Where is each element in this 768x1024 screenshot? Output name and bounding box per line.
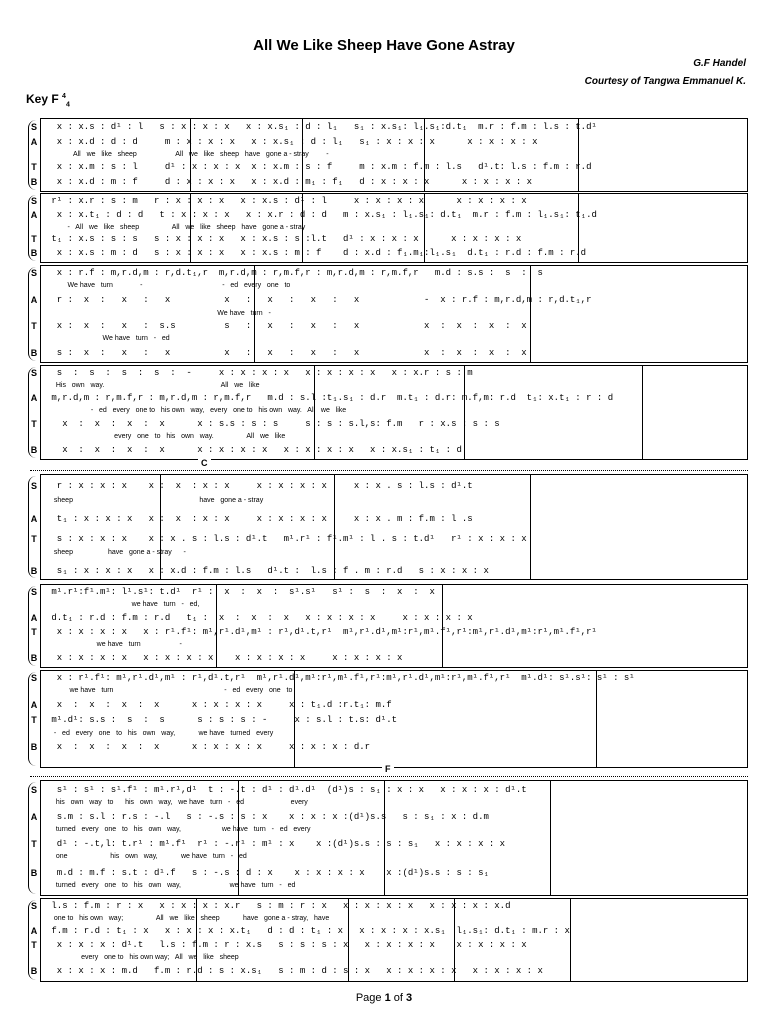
voice-label-s: S — [30, 196, 37, 206]
voice-label-b: B — [30, 566, 38, 576]
soprano-lyrics: His own way. All we like — [50, 382, 260, 389]
voice-label-s: S — [30, 587, 37, 597]
page-middle: of — [390, 992, 407, 1004]
soprano-line: x : x.s : d¹ : l s : x : x : x x : x.s₁ : d : l₁ s₁ : x.s₁: l₁.s₁:d.t₁ m.r : f.m : l.s : t.d¹ — [46, 122, 597, 132]
voice-label-b: B — [30, 248, 38, 258]
section-letter-f: F — [382, 764, 394, 774]
key-label: Key F — [26, 92, 59, 106]
soprano-lyrics: his own way to his own way, we have turn - ed every — [50, 799, 308, 806]
voice-label-b: B — [30, 445, 38, 455]
voice-label-s: S — [30, 785, 37, 795]
score-system-7 — [22, 670, 748, 768]
voice-label-a: A — [30, 613, 38, 623]
key-sup: 4 — [62, 93, 66, 100]
bass-line: x : x : x : m.d f.m : r.d : s : x.s₁ s : m : d : s : x x : x : x : x x : x : x : x — [46, 966, 543, 976]
score-system-3 — [22, 265, 748, 363]
tenor-lyrics: We have turn - ed — [50, 335, 170, 342]
alto-line: t₁ : x : x : x x : x : x : x x : x : x : x x : x . m : f.m : l .s — [46, 514, 473, 524]
soprano-lyrics: one to his own way; All we like sheep have gone a - stray, have — [50, 915, 330, 922]
soprano-line: r : x : x : x x : x : x : x x : x : x : x x : x . s : l.s : d¹.t — [46, 481, 473, 491]
voice-label-a: A — [30, 700, 38, 710]
voice-label-t: T — [31, 627, 37, 637]
voice-label-t: T — [31, 839, 37, 849]
section-letter-c: C — [198, 458, 211, 468]
voice-label-t: T — [31, 534, 37, 544]
voice-label-a: A — [30, 812, 38, 822]
tenor-line: s : x : x : x x : x . s : l.s : d¹.t m¹.r¹ : f¹.m¹ : l . s : t.d¹ r¹ : x : x : x — [46, 534, 527, 544]
tenor-line: x : x : x : s.s s : x : x : x x : x : x : x — [46, 321, 527, 331]
soprano-line: m¹.r¹:f¹.m¹: l¹.s¹: t.d¹ r¹ : x : x : s¹.s¹ s¹ : s : x : x — [46, 587, 435, 597]
alto-lyrics: - ed every one to his own way, every one to his own way. All we like — [50, 407, 347, 414]
courtesy-credit: Courtesy of Tangwa Emmanuel K. — [584, 76, 746, 87]
voice-label-s: S — [30, 481, 37, 491]
alto-lyrics: All we like sheep All we like sheep have gone a - stray - — [50, 151, 329, 158]
voice-label-t: T — [31, 321, 37, 331]
voice-label-b: B — [30, 177, 38, 187]
soprano-lyrics: We have turn - - ed every one to — [50, 282, 291, 289]
voice-label-a: A — [30, 926, 38, 936]
tenor-line: x : x : x : d¹.t l.s : f.m : r : x.s s : s : s : x x : x : x : x x : x : x : x — [46, 940, 527, 950]
voice-label-b: B — [30, 348, 38, 358]
voice-label-a: A — [30, 210, 38, 220]
alto-lyrics: We have turn - — [50, 310, 271, 317]
voice-label-t: T — [31, 419, 37, 429]
page-number: 1 — [384, 992, 391, 1004]
voice-label-a: A — [30, 137, 38, 147]
soprano-line: r¹ : x.r : s : m r : x : x : x x : x.s : d¹ : l x : x : x : x x : x : x : x — [46, 196, 527, 206]
tenor-line: x : x.m : s : l d¹ : x : x : x x : x.m : s : f m : x.m : f.m : l.s d¹.t: l.s : f.m : r.d — [46, 162, 592, 172]
voice-label-s: S — [30, 673, 37, 683]
voice-label-b: B — [30, 653, 38, 663]
page-total: 3 — [406, 992, 413, 1004]
voice-label-b: B — [30, 742, 38, 752]
section-marker-c — [30, 458, 748, 471]
bass-line: x : x : x : x x : x : x : x x : x : x : x x : x : x : x — [46, 653, 403, 663]
alto-line: r : x : x : x x : x : x : x - x : r.f : m,r.d,m : r,d.t₁,r — [46, 295, 592, 305]
composer-name: G.F Handel — [693, 58, 746, 69]
alto-line: x : x : x : x x : x : x : x x : t₁.d :r.t₁: m.f — [46, 700, 392, 710]
score-system-8 — [22, 780, 748, 896]
score-system-1 — [22, 118, 748, 192]
soprano-line: l.s : f.m : r : x x : x : x : x.r s : m : r : x x : x : x : x x : x : x : x.d — [46, 901, 511, 911]
score-system-9 — [22, 898, 748, 982]
tenor-lyrics: one his own way, we have turn - ed — [50, 853, 247, 860]
bass-lyrics: turned every one to his own way, we have turn - ed — [50, 882, 296, 889]
voice-label-t: T — [31, 162, 37, 172]
alto-lyrics: - All we like sheep All we like sheep have gone a - stray — [50, 224, 306, 231]
score-system-5 — [22, 474, 748, 580]
tenor-lyrics: every one to his own way; All we like sheep — [50, 954, 239, 961]
soprano-lyrics: sheep have gone a - stray — [50, 497, 264, 504]
tenor-line: t₁ : x.s : s : s s : x : x : x x : x.s : s :l.t d¹ : x : x : x x : x : x : x — [46, 234, 522, 244]
alto-line: m,r.d,m : r,m.f,r : m,r.d,m : r,m.f,r m.d : s.l :t₁.s₁ : d.r m.t₁ : d.r: m.f,m: r.d t₁: x.t₁ : r : d — [46, 393, 614, 403]
voice-label-s: S — [30, 368, 37, 378]
voice-label-a: A — [30, 295, 38, 305]
section-marker-f — [30, 764, 748, 777]
bass-line: m.d : m.f : s.t : d¹.f s : -.s : d : x x : x : x : x x :(d¹)s.s : s : s₁ — [46, 868, 489, 878]
tenor-line: m¹.d¹: s.s : s : s s : s : s : - x : s.l : t.s: d¹.t — [46, 715, 398, 725]
bass-line: x : x : x : x x : x : x : x x : x : x : x x : x.s₁ : t₁ : d — [46, 445, 462, 455]
soprano-line: s¹ : s¹ : s¹.f¹ : m¹.r¹,d¹ t : -.t : d¹ : d¹.d¹ (d¹)s : s₁ : x : x x : x : x : d¹.t — [46, 785, 527, 795]
alto-line: f.m : r.d : t₁ : x x : x : x : x.t₁ d : d : t₁ : x x : x : x : x.s₁ l₁.s₁: d.t₁ : m.r : x — [46, 926, 570, 936]
score-system-6 — [22, 584, 748, 668]
voice-label-s: S — [30, 901, 37, 911]
key-signature — [26, 92, 70, 108]
tenor-line: x : x : x : x x : r¹.f¹: m¹,r¹.d¹,m¹ : r¹,d¹.t,r¹ m¹,r¹.d¹,m¹:r¹,m¹.f¹,r¹:m¹,r¹.d¹,m¹:r¹,m¹.f¹,r¹ — [46, 627, 597, 637]
voice-label-a: A — [30, 514, 38, 524]
voice-label-s: S — [30, 268, 37, 278]
score-system-4 — [22, 365, 748, 460]
page-prefix: Page — [355, 992, 385, 1004]
alto-line: x : x.d : d : d m : x : x : x x : x.s₁ : d : l₁ s₁ : x : x : x x : x : x : x — [46, 137, 538, 147]
voice-label-t: T — [31, 940, 37, 950]
bass-line: s₁ : x : x : x x : x.d : f.m : l.s d¹.t : l.s : f . m : r.d s : x : x : x — [46, 566, 489, 576]
tenor-lyrics: sheep have gone a - stray - — [50, 549, 186, 556]
alto-line: x : x.t₁ : d : d t : x : x : x x : x.r : d : d m : x.s₁ : l₁.s₁: d.t₁ m.r : f.m : l₁.s₁: t₁.d — [46, 210, 597, 220]
tenor-lyrics: - ed every one to his own way, we have turned every — [50, 730, 274, 737]
voice-label-b: B — [30, 868, 38, 878]
tenor-lyrics: we have turn - — [50, 641, 182, 648]
voice-label-t: T — [31, 715, 37, 725]
tenor-lyrics: every one to his own way. All we like — [50, 433, 286, 440]
voice-label-s: S — [30, 122, 37, 132]
score-system-2 — [22, 193, 748, 263]
bass-line: s : x : x : x x : x : x : x x : x : x : x — [46, 348, 527, 358]
song-title: All We Like Sheep Have Gone Astray — [253, 37, 515, 54]
voice-label-b: B — [30, 966, 38, 976]
bass-line: x : x : x : x x : x : x : x x : x : x : d.r — [46, 742, 371, 752]
alto-line: s.m : s.l : r.s : -.l s : -.s : s : x x : x : x :(d¹)s.s s : s₁ : x : d.m — [46, 812, 489, 822]
tenor-line: d¹ : -.t,l: t.r¹ : m¹.f¹ r¹ : -.r¹ : m¹ : x x :(d¹)s.s : s : s₁ x : x : x : x — [46, 839, 506, 849]
soprano-line: s : s : s : s : - x : x : x : x x : x : x : x x : x.r : s : m — [46, 368, 473, 378]
soprano-line: x : r.f : m,r.d,m : r,d.t₁,r m,r.d,m : r,m.f,r : m,r.d,m : r,m.f,r m.d : s.s : s : s — [46, 268, 543, 278]
voice-label-a: A — [30, 393, 38, 403]
bass-line: x : x.s : m : d s : x : x : x x : x.s : m : f d : x.d : f₁.m₁:l₁.s₁ d.t₁ : r.d : f.m : r.d — [46, 248, 587, 258]
alto-lyrics: turned every one to his own way, we have turn - ed every — [50, 826, 311, 833]
soprano-lyrics: we have turn - ed every one to — [50, 687, 293, 694]
alto-line: d.t₁ : r.d : f.m : r.d t₁ : x : x : x x : x : x : x x : x : x : x — [46, 613, 473, 623]
soprano-line: x : r¹.f¹: m¹,r¹.d¹,m¹ : r¹,d¹.t,r¹ m¹,r¹.d¹,m¹:r¹,m¹.f¹,r¹:m¹,r¹.d¹,m¹:r¹,m¹.f¹,r¹ m¹.d¹: s¹.s¹: s¹ : s¹ — [46, 673, 635, 683]
tenor-line: x : x : x : x x : s.s : s : s s : s : s.l,s: f.m r : x.s : s : s — [46, 419, 500, 429]
voice-label-t: T — [31, 234, 37, 244]
bass-line: x : x.d : m : f d : x : x : x x : x.d : m₁ : f₁ d : x : x : x x : x : x : x — [46, 177, 533, 187]
soprano-lyrics: we have turn - ed, — [50, 601, 200, 608]
page-indicator — [0, 992, 768, 1004]
key-sub: 4 — [65, 101, 70, 109]
